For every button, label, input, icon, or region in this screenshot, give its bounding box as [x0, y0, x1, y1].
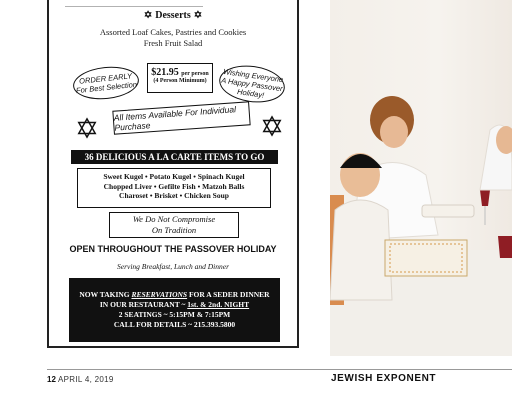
price-value: $21.95 per person: [151, 67, 209, 78]
footer-rule: [47, 369, 512, 370]
reservation-box: [69, 278, 280, 342]
menu-line: Charoset • Brisket • Chicken Soup: [119, 191, 229, 200]
individual-purchase-banner: All Items Available For Individual Purchase: [112, 101, 250, 134]
star-of-david-icon: [261, 115, 283, 137]
open-holiday-line: OPEN THROUGHOUT THE PASSOVER HOLIDAY: [69, 244, 277, 254]
compromise-line: We Do Not Compromise: [132, 214, 216, 224]
reservation-line: NOW TAKING RESERVATIONS FOR A SEDER DINNER: [79, 290, 270, 299]
dessert-item: Fresh Fruit Salad: [143, 38, 203, 48]
star-of-david-icon: [76, 117, 98, 139]
restaurant-line: IN OUR RESTAURANT ~ 1st. & 2nd. NIGHT: [99, 300, 250, 309]
menu-items-box: [77, 168, 271, 208]
seatings-line: 2 SEATINGS ~ 5:15PM & 7:15PM: [118, 310, 231, 319]
passover-wish-oval: Wishing Everyone A Happy Passover Holiday!: [217, 62, 287, 107]
star-of-david-icon: ✡: [143, 10, 153, 21]
family-seder-photo: [330, 0, 512, 356]
price-minimum: (4 Person Minimum): [153, 78, 207, 84]
menu-line: Chopped Liver • Gefilte Fish • Matzoh Balls: [103, 181, 245, 191]
compromise-box: [109, 212, 239, 238]
a-la-carte-bar: 36 DELICIOUS A LA CARTE ITEMS TO GO: [71, 150, 278, 164]
page-date: APRIL 4, 2019: [58, 375, 114, 384]
compromise-line: On Tradition: [151, 225, 197, 235]
passover-ad: [47, 0, 299, 348]
star-of-david-icon: ✡: [193, 10, 203, 21]
seder-photo-illustration: [330, 0, 512, 356]
serving-line: Serving Breakfast, Lunch and Dinner: [117, 262, 229, 271]
ad-top-cut-text: .....................................................................: [65, 0, 203, 9]
publication-name: JEWISH EXPONENT: [331, 373, 437, 384]
order-early-oval: ORDER EARLY For Best Selection: [72, 64, 141, 103]
desserts-heading: ✡ Desserts ✡: [143, 10, 203, 21]
call-line: CALL FOR DETAILS ~ 215.393.5800: [113, 320, 236, 329]
price-box: [147, 63, 213, 93]
menu-line: Sweet Kugel • Potato Kugel • Spinach Kugel: [103, 172, 245, 181]
dessert-item: Assorted Loaf Cakes, Pastries and Cookies: [99, 27, 247, 37]
page-number: 12: [47, 375, 56, 384]
